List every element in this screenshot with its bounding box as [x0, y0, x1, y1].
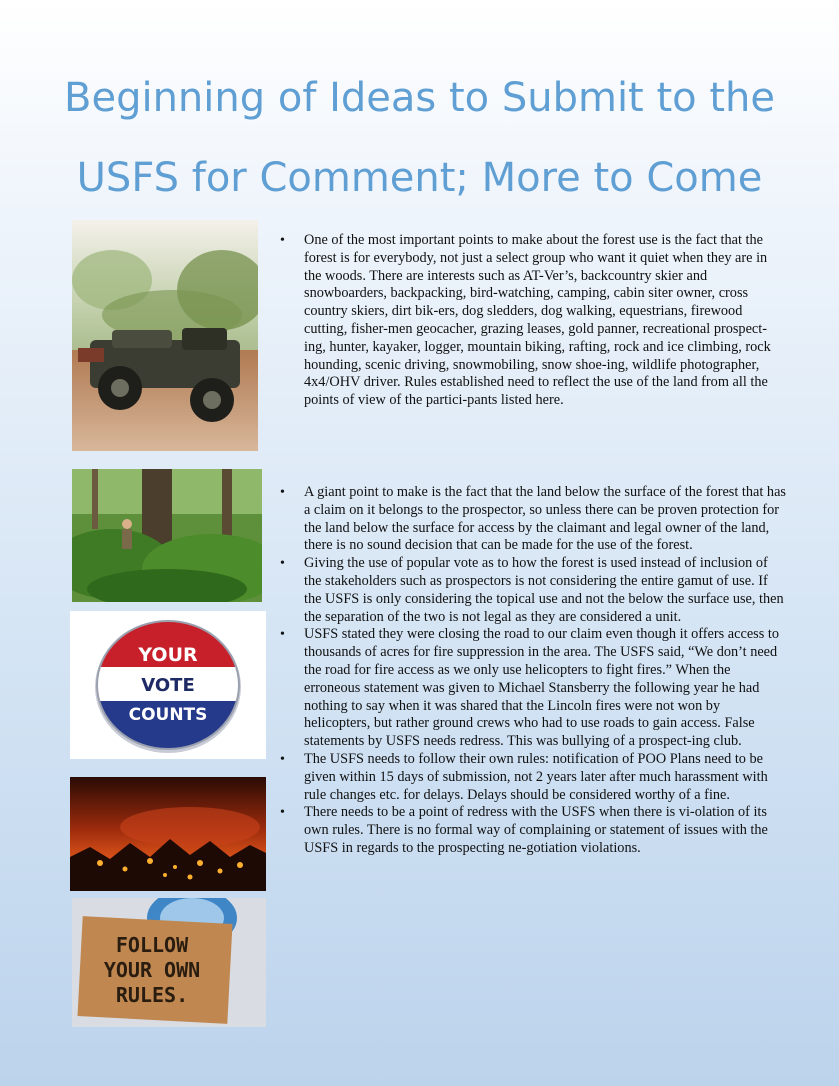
- bullet-item: • A giant point to make is the fact that the land below the surface of the forest that has a claim on it belongs to the prospector, so unless there can be proven protection for the land below the surface for access by the claimant and legal owner of the land, there is no sound decision that can be made for the use of the forest.: [280, 484, 788, 555]
- page-title: Beginning of Ideas to Submit to the USFS for Comment; More to Come: [64, 75, 775, 201]
- bullet-list-bottom: [280, 484, 788, 858]
- vote-line-3: COUNTS: [128, 705, 208, 725]
- rules-line-2: YOUR OWN: [103, 958, 201, 982]
- prospector-in-forest-photo: [72, 469, 262, 602]
- rules-line-3: RULES.: [115, 983, 189, 1007]
- bullet-item: • USFS stated they were closing the road to our claim even though it offers access to thousands of acres for fire suppression in the area. The USFS said, “We don’t need the road for fire access as we only use helicopters to fight fires.” When the erroneous statement was given to Michael Stansberry the following year he had nothing to say when it was shared that the Lincoln fires were not won by helicopters, but rather ground crews who had to use roads to gain access. False statements by USFS needs redress. This was bullying of a prospect-ing club.: [280, 626, 788, 751]
- bullet-item: • One of the most important points to make about the forest use is the fact that the forest is for everybody, not just a select group who want it quiet when they are in the woods. There are interests such as AT-Ver’s, backcountry skier and snowboarders, backpacking, bird-watching, camping, cabin siter owner, cross country skiers, dirt bik-ers, dog sledders, dog walking, equestrians, firewood cutting, fisher-men geocacher, grazing leases, gold panner, recreational prospect-ing, hunter, kayaker, logger, mountain biking, rafting, rock and ice climbing, rock hounding, scenic driving, snowmobiling, snow shoe-ing, wildlife photographer, 4x4/OHV driver. Rules established need to reflect the use of the land from all the points of view of the partici-pants listed here.: [280, 232, 788, 410]
- bullet-item: • The USFS needs to follow their own rules: notification of POO Plans need to be given within 15 days of submission, not 2 years later after much harassment with rule changes etc. for delays. Delays should be considered worthy of a fine.: [280, 751, 788, 804]
- bullet-item: • There needs to be a point of redress with the USFS when there is vi-olation of its own rules. There is no formal way of complaining or statement of issues with the USFS in regards to the prospecting ne-gotiation violations.: [280, 804, 788, 857]
- bullet-list-top: [280, 232, 788, 410]
- rules-line-1: FOLLOW: [115, 933, 189, 957]
- forest-fire-photo: [70, 777, 266, 891]
- vote-counts-button: [70, 611, 266, 759]
- atv-photo: [72, 220, 258, 451]
- vote-line-1: YOUR: [138, 644, 198, 666]
- vote-line-2: VOTE: [141, 675, 195, 696]
- follow-your-own-rules-sign: [72, 898, 266, 1027]
- bullet-item: • Giving the use of popular vote as to how the forest is used instead of inclusion of the stakeholders such as prospectors is not considering the entire gamut of use. If the USFS is only considering the topical use and not the below the surface use, then the separation of the two is not legal as they are considered a unit.: [280, 555, 788, 626]
